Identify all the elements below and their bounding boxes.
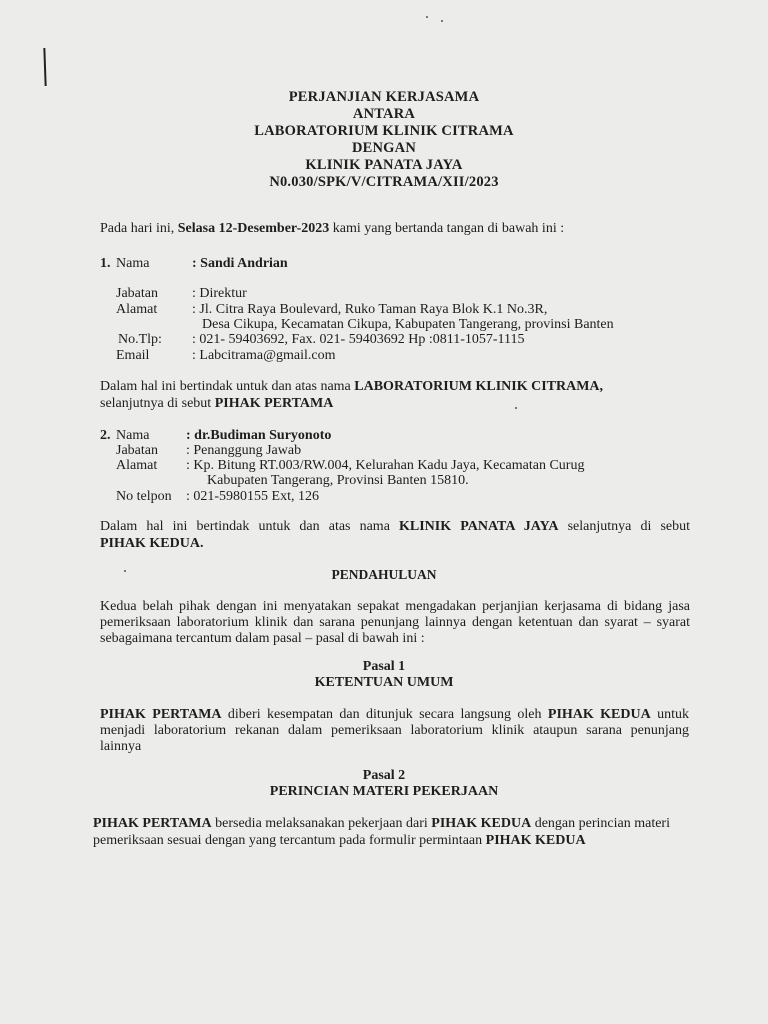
pasal2-line-2: [93, 833, 586, 849]
title-line-2: ANTARA: [352, 106, 416, 122]
scan-speck: [441, 20, 443, 22]
party1-jabatan-value: : Direktur: [192, 286, 247, 301]
party2-alamat-value-1: : Kp. Bitung RT.003/RW.004, Kelurahan Kadu Jaya, Kecamatan Curug: [186, 458, 585, 473]
party2-alamat-label: Alamat: [116, 458, 158, 473]
party2-jabatan-label: Jabatan: [116, 443, 158, 458]
intro-sentence: [100, 221, 564, 237]
party2-tlp-label: No telpon: [116, 489, 172, 504]
scan-speck: [515, 407, 517, 409]
pendahuluan-line-2: pemeriksaan laboratorium klinik dan sarana penunjang lainnya dengan ketentuan dan syarat – syarat: [100, 615, 690, 630]
pasal2-line-1: [93, 816, 670, 832]
intro-before: Pada hari ini,: [100, 221, 178, 236]
party1-statement-line-1: [100, 379, 603, 395]
pasal1-line-3: lainnya: [100, 739, 142, 754]
pasal2-mid: bersedia melaksanakan pekerjaan dari: [211, 816, 432, 831]
pendahuluan-line-1: Kedua belah pihak dengan ini menyatakan sepakat mengadakan perjanjian kerjasama di bidang jasa: [100, 599, 690, 614]
party1-number: 1.: [100, 256, 111, 271]
party1-nama-label: Nama: [116, 256, 150, 271]
title-line-5: KLINIK PANATA JAYA: [305, 157, 463, 173]
party2-number: 2.: [100, 428, 111, 443]
party2-alamat-value-2: Kabupaten Tangerang, Provinsi Banten 15810.: [207, 473, 469, 488]
party1-alamat-label: Alamat: [116, 302, 158, 317]
title-line-4: DENGAN: [351, 140, 417, 156]
party1-email-label: Email: [116, 348, 150, 363]
pasal1-line-1: [100, 707, 689, 723]
pasal2-role-2: PIHAK KEDUA: [431, 816, 532, 831]
party2-statement-name: KLINIK PANATA JAYA: [399, 519, 559, 534]
party2-nama-label: Nama: [116, 428, 150, 443]
pasal1-role-2: PIHAK KEDUA: [547, 707, 651, 722]
pasal1-heading: KETENTUAN UMUM: [314, 675, 454, 690]
pendahuluan-heading: PENDAHULUAN: [331, 567, 437, 582]
party2-role: PIHAK KEDUA.: [100, 536, 204, 551]
party2-nama-value: : dr.Budiman Suryonoto: [186, 428, 332, 443]
pasal2-line2-text: pemeriksaan sesuai dengan yang tercantum pada formulir permintaan: [93, 833, 486, 848]
pasal1-number: Pasal 1: [362, 659, 406, 674]
pasal2-role-1: PIHAK PERTAMA: [93, 816, 212, 831]
party1-alamat-value-1: : Jl. Citra Raya Boulevard, Ruko Taman Raya Blok K.1 No.3R,: [192, 302, 548, 317]
margin-pen-mark: [43, 48, 46, 86]
party1-tlp-label: No.Tlp:: [118, 332, 162, 347]
party1-tlp-value: : 021- 59403692, Fax. 021- 59403692 Hp :0811-1057-1115: [192, 332, 525, 347]
agreement-number: N0.030/SPK/V/CITRAMA/XII/2023: [269, 174, 499, 190]
party2-statement-before: Dalam hal ini bertindak untuk dan atas nama: [100, 519, 390, 534]
party1-jabatan-label: Jabatan: [116, 286, 158, 301]
scan-speck: [426, 16, 428, 18]
party2-statement-after: selanjutnya di sebut: [567, 519, 690, 534]
party1-nama-value: : Sandi Andrian: [192, 256, 288, 271]
party1-statement-line2-before: selanjutnya di sebut: [100, 396, 215, 411]
party1-statement-line-2: [100, 396, 333, 412]
party1-role: PIHAK PERTAMA: [214, 396, 334, 411]
party1-statement-before: Dalam hal ini bertindak untuk dan atas nama: [100, 379, 355, 394]
pasal2-line2-role: PIHAK KEDUA: [485, 833, 586, 848]
party2-statement-line-1: [100, 519, 690, 535]
party2-jabatan-value: : Penanggung Jawab: [186, 443, 302, 458]
pendahuluan-line-3: sebagaimana tercantum dalam pasal – pasal di bawah ini :: [100, 631, 425, 646]
title-line-1: PERJANJIAN KERJASAMA: [288, 89, 480, 105]
pasal2-end: dengan perincian materi: [531, 816, 670, 831]
pasal2-number: Pasal 2: [362, 768, 406, 783]
pasal2-heading: PERINCIAN MATERI PEKERJAAN: [269, 784, 499, 799]
pasal1-line-2: menjadi laboratorium rekanan dalam pemeriksaan laboratorium klinik ataupun sarana penunjang: [100, 723, 689, 738]
pasal1-end: untuk: [657, 707, 690, 722]
title-line-3: LABORATORIUM KLINIK CITRAMA: [254, 123, 514, 139]
party1-statement-name: LABORATORIUM KLINIK CITRAMA,: [354, 379, 604, 394]
party1-alamat-value-2: Desa Cikupa, Kecamatan Cikupa, Kabupaten Tangerang, provinsi Banten: [202, 317, 614, 332]
party1-email-value: : Labcitrama@gmail.com: [192, 348, 336, 363]
intro-date: Selasa 12-Desember-2023: [177, 221, 330, 236]
pasal1-mid: diberi kesempatan dan ditunjuk secara langsung oleh: [227, 707, 542, 722]
party2-tlp-value: : 021-5980155 Ext, 126: [186, 489, 319, 504]
pasal1-role-1: PIHAK PERTAMA: [100, 707, 222, 722]
intro-after: kami yang bertanda tangan di bawah ini :: [329, 221, 565, 236]
